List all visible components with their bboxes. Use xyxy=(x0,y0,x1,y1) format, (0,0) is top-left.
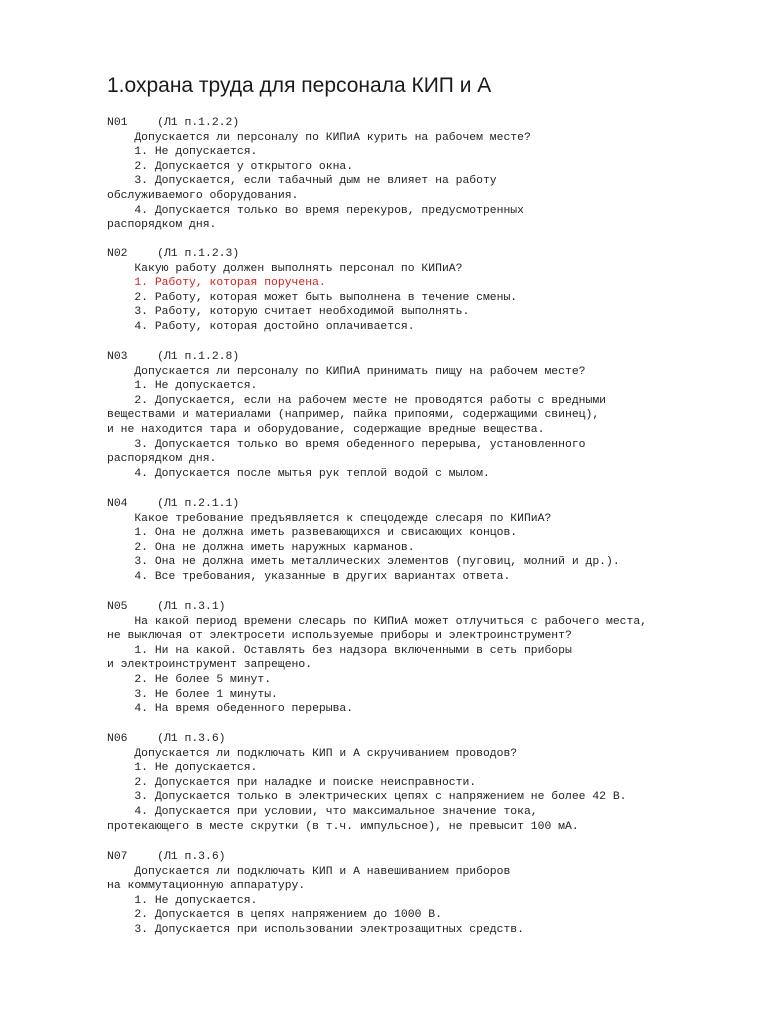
question-reference: (Л1 п.1.2.8) xyxy=(157,351,240,363)
question-number: N02 xyxy=(107,248,128,260)
answer-option: 1. Она не должна иметь развевающихся и свисающих концов. xyxy=(107,527,518,540)
page-title: 1.охрана труда для персонала КИП и А xyxy=(107,74,492,97)
question-reference: (Л1 п.3.6) xyxy=(157,851,226,863)
question-text: Допускается ли подключать КИП и А скручиванием проводов? xyxy=(107,747,518,760)
answer-option: 1. Ни на какой. Оставлять без надзора включенными в сеть приборы xyxy=(107,644,572,657)
answer-option-continued: веществами и материалами (например, пайка припоями, содержащими свинец), xyxy=(107,409,600,422)
answer-option: 3. Допускается только в электрических цепях с напряжением не более 42 В. xyxy=(107,791,627,804)
answer-option: 3. Она не должна иметь металлических элементов (пуговиц, молний и др.). xyxy=(107,556,620,569)
question-block xyxy=(107,850,747,938)
question-block xyxy=(107,116,747,233)
answer-option: 1. Не допускается. xyxy=(107,380,258,393)
answer-option: 1. Не допускается. xyxy=(107,894,258,907)
question-header xyxy=(107,497,747,512)
question-number: N01 xyxy=(107,117,128,129)
answer-option-continued: и электроинструмент запрещено. xyxy=(107,659,313,672)
answer-option: 3. Работу, которую считает необходимой выполнять. xyxy=(107,306,470,319)
question-text: Допускается ли подключать КИП и А навешиванием приборов xyxy=(107,865,511,878)
answer-option: 4. Работу, которая достойно оплачивается. xyxy=(107,320,415,333)
correct-answer-option: 1. Работу, которая поручена. xyxy=(107,277,326,290)
answer-option: 3. Не более 1 минуты. xyxy=(107,688,278,701)
question-block xyxy=(107,600,747,717)
answer-option: 2. Работу, которая может быть выполнена в течение смены. xyxy=(107,291,518,304)
answer-option: 2. Допускается, если на рабочем месте не проводятся работы с вредными xyxy=(107,394,606,407)
answer-option: 4. Допускается только во время перекуров, предусмотренных xyxy=(107,204,524,217)
question-header xyxy=(107,850,747,865)
question-block xyxy=(107,247,747,335)
question-reference: (Л1 п.3.1) xyxy=(157,601,226,613)
question-text: Допускается ли персоналу по КИПиА принимать пищу на рабочем месте? xyxy=(107,365,586,378)
answer-option: 3. Допускается только во время обеденного перерыва, установленного xyxy=(107,438,586,451)
question-reference: (Л1 п.3.6) xyxy=(157,733,226,745)
answer-option: 2. Не более 5 минут. xyxy=(107,673,272,686)
answer-option-continued: распорядком дня. xyxy=(107,219,217,232)
question-header xyxy=(107,247,747,262)
question-block xyxy=(107,350,747,481)
answer-option: 2. Допускается в цепях напряжением до 1000 В. xyxy=(107,909,442,922)
question-number: N05 xyxy=(107,601,128,613)
question-text: Какое требование предъявляется к спецодежде слесаря по КИПиА? xyxy=(107,512,552,525)
question-reference: (Л1 п.1.2.3) xyxy=(157,248,240,260)
question-block xyxy=(107,732,747,834)
answer-option: 2. Допускается у открытого окна. xyxy=(107,160,354,173)
answer-option: 1. Не допускается. xyxy=(107,762,258,775)
question-reference: (Л1 п.1.2.2) xyxy=(157,117,240,129)
answer-option: 1. Не допускается. xyxy=(107,146,258,159)
question-text-continued: не выключая от электросети используемые приборы и электроинструмент? xyxy=(107,630,572,643)
question-text: Допускается ли персоналу по КИПиА курить на рабочем месте? xyxy=(107,131,531,144)
question-header xyxy=(107,732,747,747)
question-number: N06 xyxy=(107,733,128,745)
question-number: N07 xyxy=(107,851,128,863)
question-number: N04 xyxy=(107,498,128,510)
answer-option: 2. Допускается при наладке и поиске неисправности. xyxy=(107,776,477,789)
answer-option: 3. Допускается при использовании электрозащитных средств. xyxy=(107,923,524,936)
answer-option-continued: распорядком дня. xyxy=(107,453,217,466)
question-text: Какую работу должен выполнять персонал по КИПиА? xyxy=(107,262,463,275)
answer-option-continued: протекающего в месте скрутки (в т.ч. импульсное), не превысит 100 мА. xyxy=(107,820,579,833)
answer-option: 3. Допускается, если табачный дым не влияет на работу xyxy=(107,175,497,188)
answer-option: 4. Все требования, указанные в других вариантах ответа. xyxy=(107,570,511,583)
question-text: На какой период времени слесарь по КИПиА может отлучиться с рабочего места, xyxy=(107,615,648,628)
answer-option: 2. Она не должна иметь наружных карманов. xyxy=(107,541,415,554)
answer-option: 4. На время обеденного перерыва. xyxy=(107,703,354,716)
answer-option: 4. Допускается после мытья рук теплой водой с мылом. xyxy=(107,467,490,480)
answer-option-continued: обслуживаемого оборудования. xyxy=(107,189,299,202)
answer-option-continued: и не находится тара и оборудование, содержащие вредные вещества. xyxy=(107,423,545,436)
question-text-continued: на коммутационную аппаратуру. xyxy=(107,880,306,893)
answer-option: 4. Допускается при условии, что максимальное значение тока, xyxy=(107,805,538,818)
question-header xyxy=(107,350,747,365)
question-number: N03 xyxy=(107,351,128,363)
question-header xyxy=(107,600,747,615)
question-block xyxy=(107,497,747,585)
question-reference: (Л1 п.2.1.1) xyxy=(157,498,240,510)
question-header xyxy=(107,116,747,131)
